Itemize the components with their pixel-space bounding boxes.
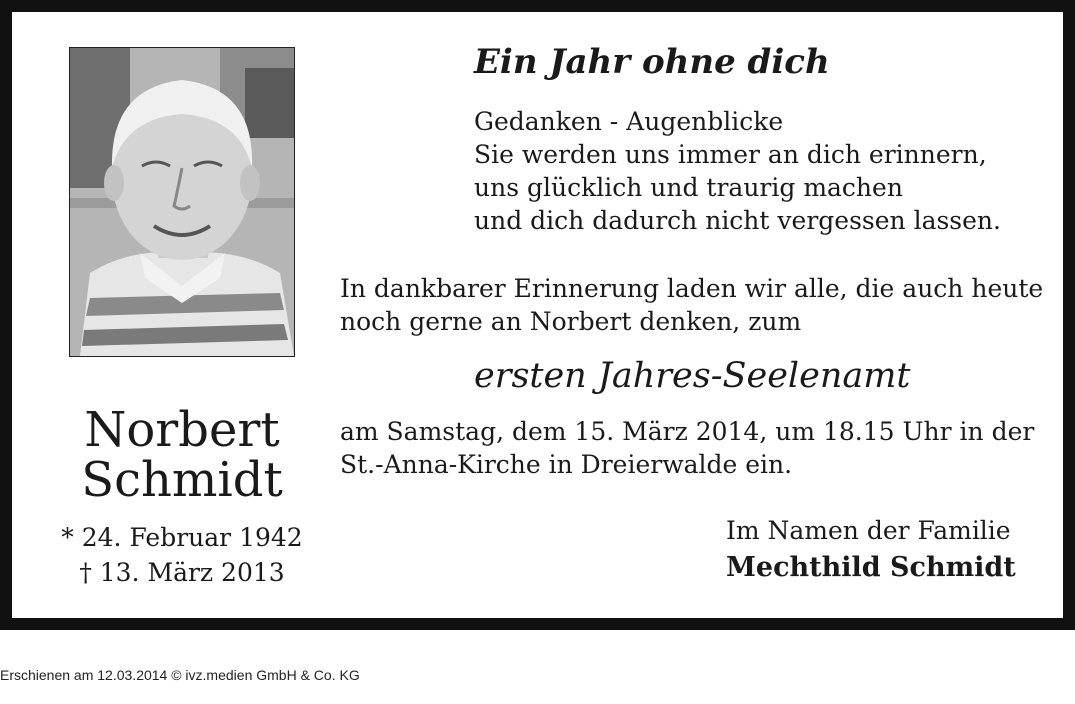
service-details: [340, 415, 1034, 481]
poem-line: Sie werden uns immer an dich erinnern,: [474, 140, 987, 169]
headline: Ein Jahr ohne dich: [474, 42, 830, 82]
memorial-mass-title: ersten Jahres-Seelenamt: [474, 356, 911, 396]
birth-date: * 24. Februar 1942: [61, 523, 303, 552]
service-line: St.-Anna-Kirche in Dreierwalde ein.: [340, 450, 793, 479]
poem: [474, 105, 1001, 237]
poem-line: uns glücklich und traurig machen: [474, 173, 903, 202]
life-dates: [52, 520, 312, 590]
death-date: † 13. März 2013: [79, 558, 285, 587]
obituary-card: [12, 12, 1063, 618]
portrait-photo: [69, 47, 295, 357]
first-name: Norbert: [84, 402, 280, 458]
publication-footer: Erschienen am 12.03.2014 © ivz.medien GmbH & Co. KG: [0, 667, 360, 683]
deceased-name: [52, 402, 312, 508]
family-signature: Mechthild Schmidt: [726, 552, 1016, 583]
invitation-line: In dankbarer Erinnerung laden wir alle, die auch heute: [340, 274, 1044, 303]
invitation-line: noch gerne an Norbert denken, zum: [340, 307, 802, 336]
last-name: Schmidt: [81, 452, 283, 508]
service-line: am Samstag, dem 15. März 2014, um 18.15 Uhr in der: [340, 417, 1035, 446]
invitation-text: [340, 272, 1043, 338]
poem-line: und dich dadurch nicht vergessen lassen.: [474, 206, 1001, 235]
family-label: Im Namen der Familie: [726, 516, 1011, 545]
portrait-illustration: [70, 48, 294, 356]
poem-line: Gedanken - Augenblicke: [474, 107, 784, 136]
